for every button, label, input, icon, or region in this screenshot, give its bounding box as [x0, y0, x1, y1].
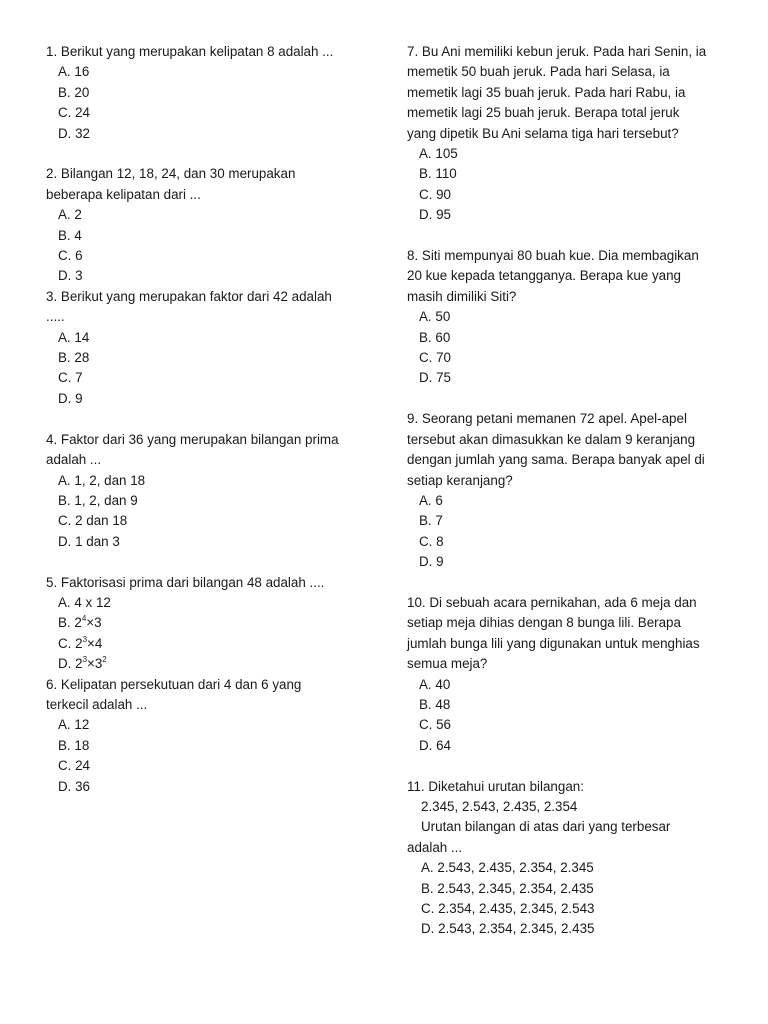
option-c: C. 24	[58, 758, 91, 774]
question-text: Urutan bilangan di atas dari yang terbesar	[421, 819, 671, 835]
question-text: jumlah bunga lili yang digunakan untuk menghias	[407, 635, 700, 651]
option-c: C. 8	[419, 533, 444, 549]
option-c: C. 2 dan 18	[58, 513, 128, 529]
question-text: masih dimiliki Siti?	[407, 288, 517, 304]
question-text: setiap meja dihias dengan 8 bunga lili. Berapa	[407, 615, 681, 631]
option-a: A. 2.543, 2.435, 2.354, 2.345	[421, 860, 594, 876]
question-text: .....	[46, 309, 65, 325]
option-d: D. $2^3\times 3^2$	[58, 655, 107, 672]
option-c: C. 90	[419, 186, 452, 202]
question-11	[407, 777, 727, 940]
option-a: A. 4 x 12	[58, 594, 111, 610]
option-a: A. 1, 2, dan 18	[58, 472, 146, 488]
option-d: D. 9	[419, 554, 444, 570]
option-b: B. $2^4\times 3$	[58, 614, 102, 631]
question-text: tersebut akan dimasukkan ke dalam 9 keranjang	[407, 431, 696, 447]
option-b: B. 48	[419, 696, 451, 712]
question-text: terkecil adalah ...	[46, 696, 148, 712]
number-sequence: 2.345, 2.543, 2.435, 2.354	[421, 798, 578, 814]
option-b: B. 2.543, 2.345, 2.354, 2.435	[421, 880, 594, 896]
question-1	[46, 42, 366, 144]
option-a: A. 50	[419, 309, 451, 325]
question-7	[407, 42, 727, 226]
question-4	[46, 430, 366, 552]
option-c: C. 2.354, 2.435, 2.345, 2.543	[421, 901, 595, 916]
question-text: 7. Bu Ani memiliki kebun jeruk. Pada hari Senin, ia	[407, 44, 707, 59]
option-b: B. 28	[58, 350, 90, 366]
option-d: D. 3	[58, 268, 83, 284]
option-d: D. 95	[419, 207, 452, 223]
question-text: 4. Faktor dari 36 yang merupakan bilangan prima	[46, 431, 339, 447]
option-b: B. 20	[58, 84, 90, 100]
question-text: 11. Diketahui urutan bilangan:	[407, 778, 584, 794]
option-c: C. $2^3\times 4$	[58, 634, 103, 651]
question-text: 3. Berikut yang merupakan faktor dari 42 adalah	[46, 288, 332, 304]
option-a: A. 14	[58, 329, 90, 345]
option-a: A. 2	[58, 207, 82, 223]
question-text: yang dipetik Bu Ani selama tiga hari tersebut?	[407, 125, 679, 141]
question-9	[407, 409, 727, 572]
option-a: A. 12	[58, 717, 90, 733]
option-b: B. 110	[419, 166, 457, 182]
option-d: D. 64	[419, 737, 452, 753]
option-d: D. 9	[58, 390, 83, 406]
question-5	[46, 573, 366, 675]
question-text: adalah ...	[46, 452, 102, 468]
option-a: A. 16	[58, 64, 90, 80]
question-10	[407, 593, 727, 756]
option-c: C. 7	[58, 370, 83, 386]
option-d: D. 32	[58, 125, 91, 141]
option-d: D. 1 dan 3	[58, 533, 120, 549]
question-text: 6. Kelipatan persekutuan dari 4 dan 6 yang	[46, 676, 302, 692]
question-text: 1. Berikut yang merupakan kelipatan 8 adalah ...	[46, 44, 334, 59]
option-a: A. 40	[419, 676, 451, 692]
option-c: C. 24	[58, 105, 91, 121]
question-text: 20 kue kepada tetangganya. Berapa kue yang	[407, 268, 681, 284]
left-column	[46, 42, 366, 797]
option-c: C. 6	[58, 248, 83, 264]
right-column	[407, 42, 727, 940]
question-text: dengan jumlah yang sama. Berapa banyak apel di	[407, 452, 705, 468]
question-6	[46, 675, 366, 797]
question-text: memetik 50 buah jeruk. Pada hari Selasa, ia	[407, 64, 670, 80]
question-3	[46, 287, 366, 409]
question-text: 2. Bilangan 12, 18, 24, dan 30 merupakan	[46, 166, 296, 182]
question-text: 10. Di sebuah acara pernikahan, ada 6 meja dan	[407, 594, 697, 610]
option-a: A. 105	[419, 146, 458, 162]
option-c: C. 70	[419, 350, 452, 366]
option-a: A. 6	[419, 492, 443, 508]
option-d: D. 36	[58, 778, 91, 794]
question-2	[46, 164, 366, 286]
option-d: D. 75	[419, 370, 452, 386]
question-text: semua meja?	[407, 656, 488, 672]
option-b: B. 1, 2, dan 9	[58, 492, 138, 508]
question-text: adalah ...	[407, 839, 463, 855]
question-text: memetik lagi 25 buah jeruk. Berapa total jeruk	[407, 105, 680, 121]
question-text: 5. Faktorisasi prima dari bilangan 48 adalah ....	[46, 574, 325, 590]
question-text: beberapa kelipatan dari ...	[46, 186, 201, 202]
option-b: B. 7	[419, 513, 443, 529]
question-8	[407, 246, 727, 389]
question-text: memetik lagi 35 buah jeruk. Pada hari Rabu, ia	[407, 84, 686, 100]
option-d: D. 2.543, 2.354, 2.345, 2.435	[421, 921, 595, 937]
option-b: B. 60	[419, 329, 451, 345]
question-text: 8. Siti mempunyai 80 buah kue. Dia membagikan	[407, 248, 699, 264]
option-b: B. 4	[58, 227, 82, 243]
question-text: 9. Seorang petani memanen 72 apel. Apel-apel	[407, 411, 687, 427]
option-b: B. 18	[58, 737, 90, 753]
option-c: C. 56	[419, 717, 452, 733]
question-text: setiap keranjang?	[407, 472, 513, 488]
